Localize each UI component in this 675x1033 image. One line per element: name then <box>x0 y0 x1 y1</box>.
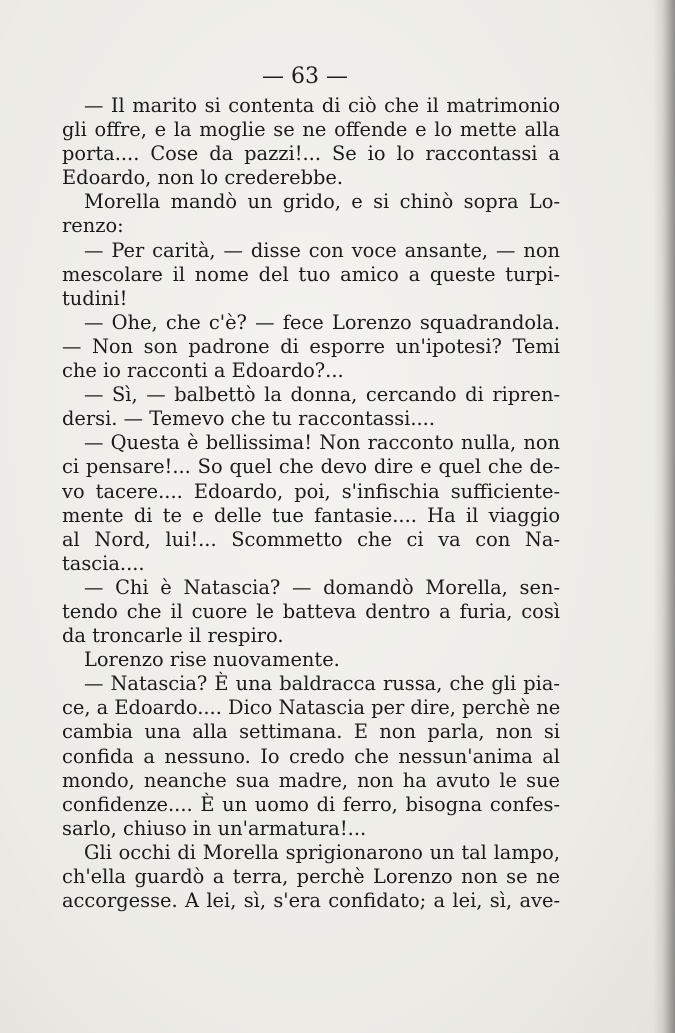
text-line: vo tacere.... Edoardo, poi, s'infischia sufficiente- <box>62 479 560 503</box>
text-line: Morella mandò un grido, e si chinò sopra Lo- <box>84 190 560 214</box>
text-line: ce, a Edoardo.... Dico Natascia per dire, perchè ne <box>62 696 561 720</box>
text-line: al Nord, lui!... Scommetto che ci va con Na- <box>62 527 560 551</box>
text-line: gli offre, e la moglie se ne offende e lo mette alla <box>62 118 560 142</box>
text-line: Lorenzo rise nuovamente. <box>84 648 340 672</box>
text-line: mescolare il nome del tuo amico a queste turpi- <box>62 262 560 286</box>
text-line: — Sì, — balbettò la donna, cercando di ripren- <box>84 383 560 407</box>
text-line: Edoardo, non lo crederebbe. <box>62 166 344 190</box>
text-line: confida a nessuno. Io credo che nessun'anima al <box>62 744 560 768</box>
text-line: — Non son padrone di esporre un'ipotesi? Temi <box>62 334 560 358</box>
text-line: che io racconti a Edoardo?... <box>62 359 344 383</box>
text-line: cambia una alla settimana. E non parla, non si <box>62 720 560 744</box>
text-line: — Questa è bellissima! Non racconto nulla, non <box>84 431 560 455</box>
text-line: — Natascia? È una baldracca russa, che gli pia- <box>84 672 560 696</box>
text-line: ch'ella guardò a terra, perchè Lorenzo non se ne <box>62 865 560 888</box>
text-line: — Chi è Natascia? — domandò Morella, sen- <box>84 575 560 599</box>
page-edge-shadow <box>653 0 675 1033</box>
text-line: mente di te e delle tue fantasie.... Ha il viaggio <box>62 503 560 527</box>
text-line: confidenze.... È un uomo di ferro, bisogna confes- <box>62 792 560 816</box>
text-line: — Per carità, — disse con voce ansante, — non <box>84 238 560 262</box>
text-line: accorgesse. A lei, sì, s'era confidato; a lei, sì, ave- <box>62 889 560 913</box>
text-line: renzo: <box>62 214 124 238</box>
text-line: ci pensare!... So quel che devo dire e quel che de- <box>62 455 560 479</box>
body-text <box>62 94 560 913</box>
text-line: sarlo, chiuso in un'armatura!... <box>62 816 367 840</box>
text-line: da troncarle il respiro. <box>62 624 284 648</box>
text-line: tudini! <box>62 286 128 310</box>
text-line: tendo che il cuore le batteva dentro a furia, così <box>62 599 560 623</box>
text-line: — Ohe, che c'è? — fece Lorenzo squadrandola. <box>84 310 560 334</box>
text-line: porta.... Cose da pazzi!... Se io lo raccontassi a <box>62 142 560 166</box>
page-number: — 63 — <box>262 64 348 89</box>
text-line: — Il marito si contenta di ciò che il matrimonio <box>84 94 560 117</box>
text-line: mondo, neanche sua madre, non ha avuto le sue <box>62 768 560 792</box>
text-line: tascia.... <box>62 551 145 575</box>
text-line: dersi. — Temevo che tu raccontassi.... <box>62 407 436 431</box>
text-line: Gli occhi di Morella sprigionarono un tal lampo, <box>84 840 560 864</box>
